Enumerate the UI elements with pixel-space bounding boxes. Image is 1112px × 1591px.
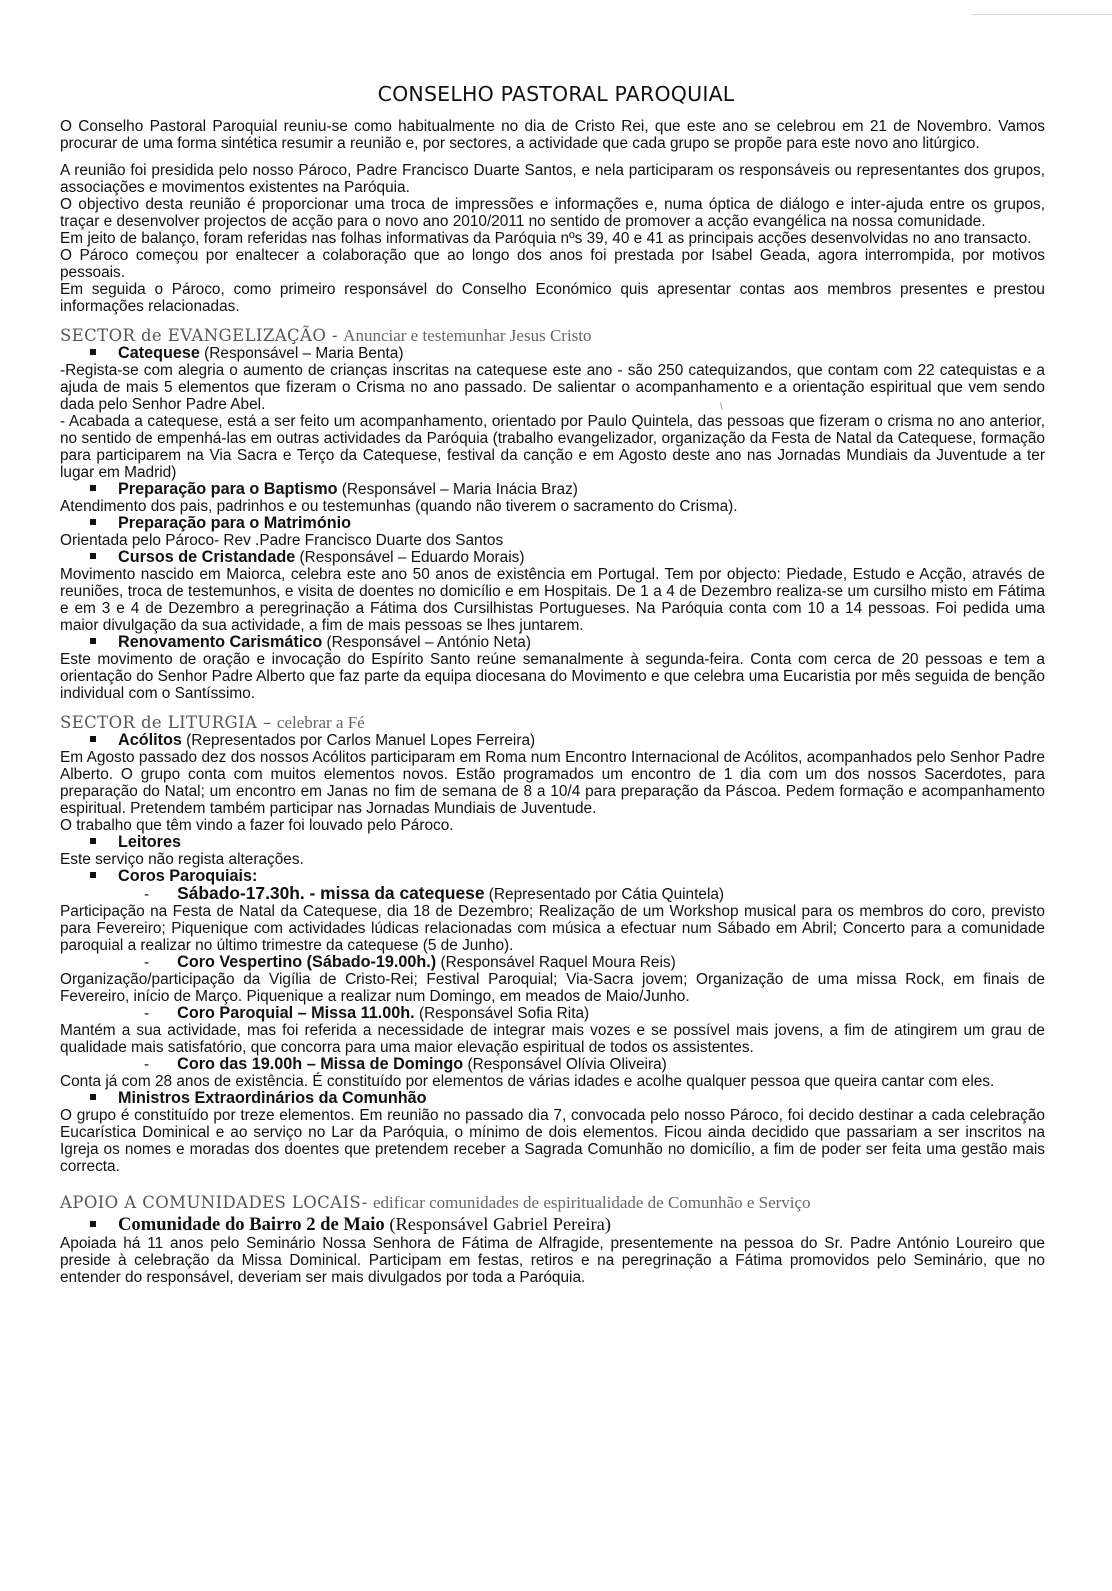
item-responsible: (Responsável – Maria Inácia Braz): [341, 481, 578, 498]
item-heading-renovamento: Renovamento Carismático (Responsável – António Neta): [60, 634, 1045, 651]
item-responsible: (Responsável – Maria Benta): [204, 345, 404, 362]
intro-paragraph: Em seguida o Pároco, como primeiro responsável do Conselho Económico quis apresentar contas aos membros presentes e prestou informações relacionadas.: [60, 281, 1045, 315]
item-heading-coros: Coros Paroquiais:: [60, 868, 1045, 885]
item-text: Atendimento dos pais, padrinhos e ou testemunhas (quando não tiverem o sacramento do Crisma).: [60, 498, 738, 515]
item-text: Apoiada há 11 anos pelo Seminário Nossa Senhora de Fátima de Alfragide, presentemente na pessoa do Sr. Padre António Loureiro que preside à celebração da Missa Dominical. Participam em festas, retiros e na peregrinação a Fátima promovidos pelo Seminário, que no entender do responsável, deveriam ser mais divulgados por toda a Paróquia.: [60, 1235, 1045, 1286]
item-heading-leitores: Leitores: [60, 834, 1045, 851]
item-heading-matrimonio: Preparação para o Matrimónio: [60, 515, 1045, 532]
document-body: [60, 118, 1045, 1286]
item-heading-baptismo: Preparação para o Baptismo (Responsável – Maria Inácia Braz): [60, 481, 1045, 498]
section-heading-liturgia: [60, 713, 1045, 732]
section-title: SECTOR de EVANGELIZAÇÃO -: [60, 326, 338, 345]
item-responsible: (Responsável Sofia Rita): [418, 1005, 590, 1022]
item-responsible: (Responsável – Eduardo Morais): [299, 549, 525, 566]
item-text: Este serviço não regista alterações.: [60, 851, 304, 868]
intro-paragraph: O Conselho Pastoral Paroquial reuniu-se como habitualmente no dia de Cristo Rei, que este ano se celebrou em 21 de Novembro. Vamos procurar de uma forma sintética resumir a reunião e, por sectores, a actividade que cada grupo se propõe para este novo ano litúrgico.: [60, 118, 1045, 152]
item-text: Conta já com 28 anos de existência. É constituído por elementos de várias idades e acolhe qualquer pessoa que queira cantar com eles.: [60, 1073, 995, 1090]
intro-paragraph: O Pároco começou por enaltecer a colaboração que ao longo dos anos foi prestada por Isabel Geada, agora interrompida, por motivos pessoais.: [60, 247, 1045, 281]
intro-paragraph: Em jeito de balanço, foram referidas nas folhas informativas da Paróquia nºs 39, 40 e 41 as principais acções desenvolvidas no ano transacto.: [60, 230, 1032, 247]
item-text: Este movimento de oração e invocação do Espírito Santo reúne semanalmente à segunda-feira. Conta com cerca de 20 pessoas e tem a orientação do Senhor Padre Alberto que faz parte da equipa diocesana do Movimento e que celebra uma Eucaristia por mês seguida de benção individual com o Santíssimo.: [60, 651, 1045, 702]
item-responsible: (Responsável Gabriel Pereira): [389, 1214, 611, 1234]
item-heading-bairro: Comunidade do Bairro 2 de Maio (Responsável Gabriel Pereira): [60, 1214, 1045, 1235]
section-subtitle: edificar comunidades de espiritualidade de Comunhão e Serviço: [372, 1193, 811, 1212]
stray-mark: \: [720, 402, 723, 413]
sub-heading-paroquial: - Coro Paroquial – Missa 11.00h. (Responsável Sofia Rita): [144, 1004, 590, 1022]
item-text: - Acabada a catequese, está a ser feito um acompanhamento, orientado por Paulo Quintela, das pessoas que fizeram o crisma no ano anterior, no sentido de empenhá-las em outras actividades da Paróquia (trabalho evangelizador, organização da Festa de Natal da Catequese, formação para participarem na Via Sacra e Terço da Catequese, festival da canção e em Agosto deste ano nas Jornadas Mundiais da Juventude a ter lugar em Madrid): [60, 413, 1045, 481]
item-text: Mantém a sua actividade, mas foi referida a necessidade de integrar mais vozes e se possível mais jovens, a fim de atingirem um grau de qualidade mais satisfatório, que concorra para uma maior elevação espiritual de todos os assistentes.: [60, 1022, 1045, 1056]
item-text: O trabalho que têm vindo a fazer foi louvado pelo Pároco.: [60, 817, 454, 834]
section-title: APOIO A COMUNIDADES LOCAIS-: [60, 1193, 368, 1212]
item-text: O grupo é constituído por treze elementos. Em reunião no passado dia 7, convocada pelo nosso Pároco, foi decido destinar a cada celebração Eucarística Dominical e ao serviço no Lar da Paróquia, o mínimo de dois elementos. Ficou ainda decidido que passariam a ser inscritos na Igreja os nomes e moradas dos doentes que pretendem receber a Sagrada Comunhão no domicílio, a fim de poder ser feita uma gestão mais correcta.: [60, 1107, 1045, 1175]
section-heading-apoio: [60, 1193, 1045, 1212]
item-text: Em Agosto passado dez dos nossos Acólitos participaram em Roma num Encontro Internacional de Acólitos, acompanhados pelo Senhor Padre Alberto. O grupo conta com muitos elementos novos. Estão programados um encontro de 1 dia com um dos nossos Sacerdotes, para preparação do Natal; um encontro em Janas no fim de semana de 8 a 10/4 para preparação da Páscoa. Pedem formação e acompanhamento espiritual. Pretendem também participar nas Jornadas Mundiais de Juventude.: [60, 749, 1045, 817]
intro-paragraph: A reunião foi presidida pelo nosso Pároco, Padre Francisco Duarte Santos, e nela participaram os responsáveis ou representantes dos grupos, associações e movimentos existentes na Paróquia.: [60, 162, 1045, 196]
bullet-icon: [90, 553, 96, 559]
bullet-icon: [90, 1221, 96, 1227]
item-text: Participação na Festa de Natal da Catequese, dia 18 de Dezembro; Realização de um Workshop musical para os membros do coro, previsto para Fevereiro; Piquenique com actividades lúdicas relacionadas com música a efectuar num Sábado em Abril; Concerto para a comunidade paroquial a realizar no último trimestre da catequese (5 de Junho).: [60, 903, 1045, 954]
item-text: -Regista-se com alegria o aumento de crianças inscritas na catequese este ano - são 250 catequizandos, que contam com 22 catequistas e a ajuda de mais 5 elementos que fizeram o Crisma no ano passado. De salientar o acompanhamento e a orientação espiritual que vem sendo dada pelo Senhor Padre Abel.: [60, 362, 1045, 413]
page-title: CONSELHO PASTORAL PAROQUIAL: [377, 82, 735, 106]
item-heading-cristandade: Cursos de Cristandade (Responsável – Eduardo Morais): [60, 549, 1045, 566]
bullet-icon: [90, 872, 96, 878]
item-responsible: (Representados por Carlos Manuel Lopes Ferreira): [186, 732, 536, 749]
item-heading-catequese: Catequese (Responsável – Maria Benta): [60, 345, 1045, 362]
bullet-icon: [90, 736, 96, 742]
sub-heading-domingo: - Coro das 19.00h – Missa de Domingo (Responsável Olívia Oliveira): [144, 1055, 667, 1073]
sub-heading-sabado: - Sábado-17.30h. - missa da catequese (Representado por Cátia Quintela): [144, 883, 725, 903]
bullet-icon: [90, 485, 96, 491]
section-subtitle: celebrar a Fé: [276, 713, 365, 732]
intro-paragraph: O objectivo desta reunião é proporcionar uma troca de impressões e informações e, numa óptica de diálogo e inter-ajuda entre os grupos, traçar e desenvolver projectos de acção para o novo ano 2010/2011 no sentido de promover a acção evangélica na nossa comunidade.: [60, 196, 1045, 230]
section-heading-evangelizacao: [60, 326, 1045, 345]
section-subtitle: Anunciar e testemunhar Jesus Cristo: [343, 326, 592, 345]
item-heading-acolitos: Acólitos (Representados por Carlos Manuel Lopes Ferreira): [60, 732, 1045, 749]
item-text: Organização/participação da Vigília de Cristo-Rei; Festival Paroquial; Via-Sacra jovem; Organização de uma missa Rock, em finais de Fevereiro, início de Março. Piquenique a realizar num Domingo, em meados de Maio/Junho.: [60, 971, 1045, 1005]
item-responsible: (Responsável Olívia Oliveira): [467, 1056, 667, 1073]
bullet-icon: [90, 1094, 96, 1100]
item-responsible: (Representado por Cátia Quintela): [488, 886, 725, 903]
item-responsible: (Responsável Raquel Moura Reis): [440, 954, 676, 971]
item-responsible: (Responsável – António Neta): [326, 634, 531, 651]
sub-heading-vespertino: - Coro Vespertino (Sábado-19.00h.) (Responsável Raquel Moura Reis): [144, 953, 676, 971]
bullet-icon: [90, 638, 96, 644]
bullet-icon: [90, 838, 96, 844]
item-text: Movimento nascido em Maiorca, celebra este ano 50 anos de existência em Portugal. Tem por objecto: Piedade, Estudo e Acção, através de reuniões, troca de testemunhos, e visita de doentes no domicílio e em Hospitais. De 1 a 4 de Dezembro realiza-se um cursilho misto em Fátima e em 3 e 4 de Dezembro a peregrinação a Fátima dos Cursilhistas Portugueses. Na Paróquia conta com 10 a 14 pessoas. Foi pedida uma maior divulgação da sua actividade, a fim de mais pessoas se lhes juntarem.: [60, 566, 1045, 634]
section-title: SECTOR de LITURGIA –: [60, 713, 272, 732]
bullet-icon: [90, 349, 96, 355]
item-text: Orientada pelo Pároco- Rev .Padre Francisco Duarte dos Santos: [60, 532, 504, 549]
bullet-icon: [90, 519, 96, 525]
item-heading-ministros: Ministros Extraordinários da Comunhão: [60, 1090, 1045, 1107]
scan-edge-line: [972, 14, 1112, 15]
